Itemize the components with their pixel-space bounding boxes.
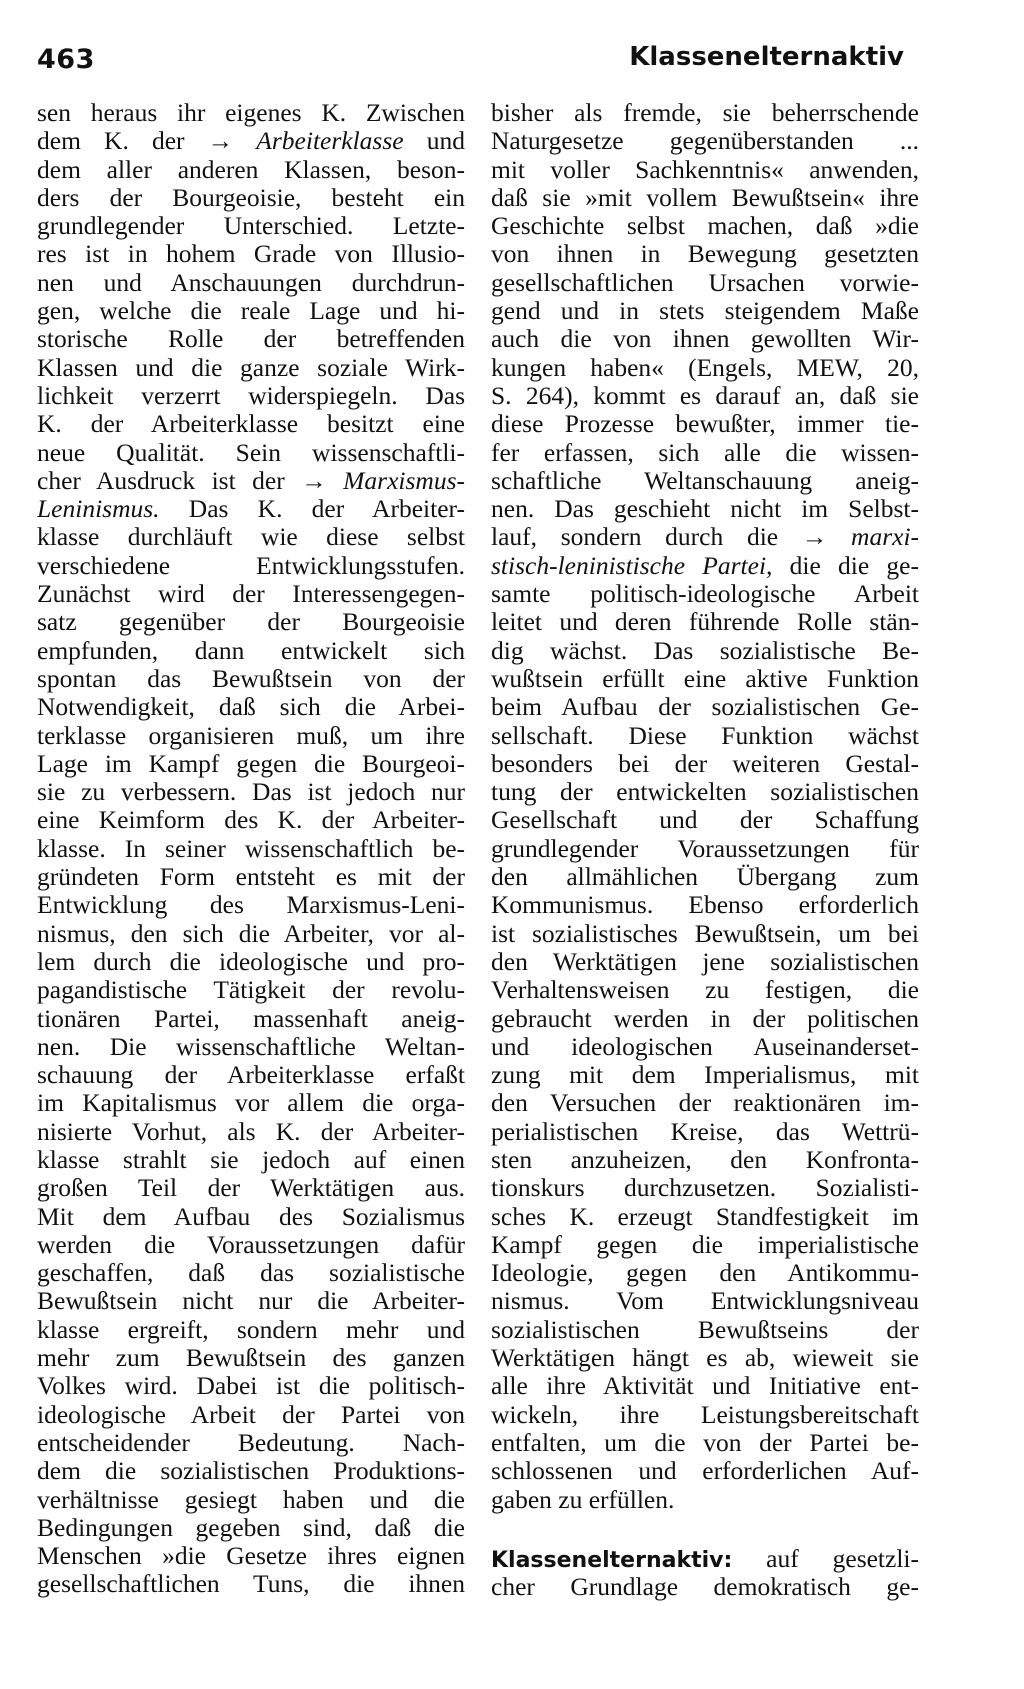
text-line: Gesellschaft und der Schaffung bbox=[491, 806, 919, 835]
text-line-paragraph-end: gaben zu erfüllen. bbox=[491, 1485, 675, 1514]
text-line: kungen haben« (Engels, MEW, 20, bbox=[491, 353, 919, 382]
text-line: nen. Die wissenschaftliche Weltan- bbox=[37, 1032, 465, 1061]
text-line: klasse strahlt sie jedoch auf einen bbox=[37, 1145, 465, 1174]
text-line: sellschaft. Diese Funktion wächst bbox=[491, 721, 919, 750]
text-line: klasse ergreift, sondern mehr und bbox=[37, 1315, 465, 1344]
text-line: klasse. In seiner wissenschaftlich be- bbox=[37, 834, 465, 863]
cross-reference-marxistisch-leninistische-partei[interactable]: marxi- bbox=[851, 523, 919, 552]
text-line: S. 264), kommt es darauf an, daß sie bbox=[491, 381, 919, 410]
text-line: den Werktätigen jene sozialistischen bbox=[491, 947, 919, 976]
cross-reference-arbeiterklasse[interactable]: Arbeiterklasse bbox=[256, 127, 404, 156]
text-line: und ideologischen Auseinanderset- bbox=[491, 1032, 919, 1061]
text-line: bisher als fremde, sie beherrschende bbox=[491, 99, 919, 127]
text-line: gesellschaftlichen Ursachen vorwie- bbox=[491, 268, 919, 297]
text-line: tionären Partei, massenhaft aneig- bbox=[37, 1004, 465, 1033]
text-line: Menschen »die Gesetze ihres eignen bbox=[37, 1542, 465, 1571]
text-line: Zunächst wird der Interessengegen- bbox=[37, 580, 465, 609]
dictionary-entry-line: cher Grundlage demokratisch ge- bbox=[491, 1573, 919, 1602]
text-line: lem durch die ideologische und pro- bbox=[37, 947, 465, 976]
text-line: samte politisch-ideologische Arbeit bbox=[491, 580, 919, 609]
right-column bbox=[491, 99, 919, 1601]
text-line: geschaffen, daß das sozialistische bbox=[37, 1259, 465, 1288]
text-line: verschiedene Entwicklungsstufen. bbox=[37, 551, 465, 580]
text-line-with-reference: cher Ausdruck ist der → Marxismus- bbox=[37, 466, 465, 495]
text-line: Verhaltensweisen zu festigen, die bbox=[491, 976, 919, 1005]
text-line: Geschichte selbst machen, daß »die bbox=[491, 212, 919, 241]
entry-separator bbox=[491, 1514, 919, 1545]
text-line: Entwicklung des Marxismus-Leni- bbox=[37, 891, 465, 920]
text-line: Lage im Kampf gegen die Bourgeoi- bbox=[37, 749, 465, 778]
text-line: entscheidender Bedeutung. Nach- bbox=[37, 1428, 465, 1457]
text-line: den allmählichen Übergang zum bbox=[491, 863, 919, 892]
text-line-with-reference: lauf, sondern durch die → marxi- bbox=[491, 523, 919, 552]
text-line: entfalten, um die von der Partei be- bbox=[491, 1428, 919, 1457]
text-line: sen heraus ihr eigenes K. Zwischen bbox=[37, 99, 465, 127]
text-line: nismus, den sich die Arbeiter, vor al- bbox=[37, 919, 465, 948]
text-line: gründeten Form entsteht es mit der bbox=[37, 863, 465, 892]
text-line: dig wächst. Das sozialistische Be- bbox=[491, 636, 919, 665]
text-line: pagandistische Tätigkeit der revolu- bbox=[37, 976, 465, 1005]
text-line-with-reference: Leninismus. Das K. der Arbeiter- bbox=[37, 495, 465, 524]
entry-definition-start: auf gesetzli- bbox=[732, 1544, 919, 1573]
text-line: zung mit dem Imperialismus, mit bbox=[491, 1061, 919, 1090]
text-line: gend und in stets steigendem Maße bbox=[491, 297, 919, 326]
text-line: spontan das Bewußtsein von der bbox=[37, 664, 465, 693]
text-line: besonders bei der weiteren Gestal- bbox=[491, 749, 919, 778]
left-column bbox=[37, 99, 465, 1599]
text-line: schaftliche Weltanschauung aneig- bbox=[491, 466, 919, 495]
text-line: grundlegender Voraussetzungen für bbox=[491, 834, 919, 863]
text-line: gesellschaftlichen Tuns, die ihnen bbox=[37, 1570, 465, 1599]
text-line: ideologische Arbeit der Partei von bbox=[37, 1400, 465, 1429]
text-line: neue Qualität. Sein wissenschaftli- bbox=[37, 438, 465, 467]
cross-reference-arrow-icon: → bbox=[801, 523, 828, 552]
text-line: tionskurs durchzusetzen. Sozialisti- bbox=[491, 1174, 919, 1203]
line-segment: dem K. der bbox=[37, 127, 208, 156]
text-line: fer erfassen, sich alle die wissen- bbox=[491, 438, 919, 467]
text-line: den Versuchen der reaktionären im- bbox=[491, 1089, 919, 1118]
text-line: von ihnen in Bewegung gesetzten bbox=[491, 240, 919, 269]
cross-reference-marxistisch-leninistische-partei-cont[interactable]: stisch-leninistische Partei, bbox=[491, 551, 773, 580]
text-line: Naturgesetze gegenüberstanden ... bbox=[491, 127, 919, 156]
text-line: Werktätigen hängt es ab, wieweit sie bbox=[491, 1344, 919, 1373]
text-line: perialistischen Kreise, das Wettrü- bbox=[491, 1117, 919, 1146]
text-line: mehr zum Bewußtsein des ganzen bbox=[37, 1344, 465, 1373]
text-line: eine Keimform des K. der Arbeiter- bbox=[37, 806, 465, 835]
text-line: Bewußtsein nicht nur die Arbeiter- bbox=[37, 1287, 465, 1316]
text-line: Mit dem Aufbau des Sozialismus bbox=[37, 1202, 465, 1231]
text-line: Kampf gegen die imperialistische bbox=[491, 1230, 919, 1259]
text-line: nen und Anschauungen durchdrun- bbox=[37, 268, 465, 297]
text-line: ist sozialistisches Bewußtsein, um bei bbox=[491, 919, 919, 948]
text-line: diese Prozesse bewußter, immer tie- bbox=[491, 410, 919, 439]
cross-reference-marxismus-leninismus[interactable]: Marxismus- bbox=[343, 466, 465, 495]
text-line: terklasse organisieren muß, um ihre bbox=[37, 721, 465, 750]
page-number: 463 bbox=[37, 44, 95, 75]
text-line: Volkes wird. Dabei ist die politisch- bbox=[37, 1372, 465, 1401]
text-line-with-reference: dem K. der → Arbeiterklasse und bbox=[37, 127, 465, 156]
text-line: Kommunismus. Ebenso erforderlich bbox=[491, 891, 919, 920]
cross-reference-arrow-icon: → bbox=[301, 466, 327, 495]
text-line: sie zu verbessern. Das ist jedoch nur bbox=[37, 778, 465, 807]
text-line: schlossenen und erforderlichen Auf- bbox=[491, 1457, 919, 1486]
text-line: ders der Bourgeoisie, besteht ein bbox=[37, 183, 465, 212]
text-line: K. der Arbeiterklasse besitzt eine bbox=[37, 410, 465, 439]
text-line: im Kapitalismus vor allem die orga- bbox=[37, 1089, 465, 1118]
text-line: satz gegenüber der Bourgeoisie bbox=[37, 608, 465, 637]
text-line-with-reference: stisch-leninistische Partei, die die ge- bbox=[491, 551, 919, 580]
text-line: dem die sozialistischen Produktions- bbox=[37, 1457, 465, 1486]
text-line: Ideologie, gegen den Antikommu- bbox=[491, 1259, 919, 1288]
text-line: auch die von ihnen gewollten Wir- bbox=[491, 325, 919, 354]
text-line: verhältnisse gesiegt haben und die bbox=[37, 1485, 465, 1514]
text-line: sten anzuheizen, den Konfronta- bbox=[491, 1145, 919, 1174]
text-line: alle ihre Aktivität und Initiative ent- bbox=[491, 1372, 919, 1401]
text-line: gebraucht werden in der politischen bbox=[491, 1004, 919, 1033]
text-line: großen Teil der Werktätigen aus. bbox=[37, 1174, 465, 1203]
text-line: Klassen und die ganze soziale Wirk- bbox=[37, 353, 465, 382]
text-line: wickeln, ihre Leistungsbereitschaft bbox=[491, 1400, 919, 1429]
text-line: dem aller anderen Klassen, beson- bbox=[37, 155, 465, 184]
text-line: wußtsein erfüllt eine aktive Funktion bbox=[491, 664, 919, 693]
text-line: nisierte Vorhut, als K. der Arbeiter- bbox=[37, 1117, 465, 1146]
text-line: mit voller Sachkenntnis« anwenden, bbox=[491, 155, 919, 184]
text-line: daß sie »mit vollem Bewußtsein« ihre bbox=[491, 183, 919, 212]
text-line: gen, welche die reale Lage und hi- bbox=[37, 297, 465, 326]
text-line: sozialistischen Bewußtseins der bbox=[491, 1315, 919, 1344]
text-line: lichkeit verzerrt widerspiegeln. Das bbox=[37, 381, 465, 410]
text-line: werden die Voraussetzungen dafür bbox=[37, 1230, 465, 1259]
text-line: empfunden, dann entwickelt sich bbox=[37, 636, 465, 665]
text-line: klasse durchläuft wie diese selbst bbox=[37, 523, 465, 552]
text-line: res ist in hohem Grade von Illusio- bbox=[37, 240, 465, 269]
cross-reference-arrow-icon: → bbox=[207, 127, 234, 156]
text-line: beim Aufbau der sozialistischen Ge- bbox=[491, 693, 919, 722]
text-line: sches K. erzeugt Standfestigkeit im bbox=[491, 1202, 919, 1231]
text-line: Notwendigkeit, daß sich die Arbei- bbox=[37, 693, 465, 722]
running-head-title: Klassenelternaktiv bbox=[629, 42, 904, 72]
text-line: storische Rolle der betreffenden bbox=[37, 325, 465, 354]
text-line: nen. Das geschieht nicht im Selbst- bbox=[491, 495, 919, 524]
entry-headword: Klassenelternaktiv: bbox=[491, 1547, 733, 1573]
cross-reference-marxismus-leninismus-cont[interactable]: Leninismus. bbox=[37, 495, 160, 524]
text-line: grundlegender Unterschied. Letzte- bbox=[37, 212, 465, 241]
text-line: tung der entwickelten sozialistischen bbox=[491, 778, 919, 807]
text-line: Bedingungen gegeben sind, daß die bbox=[37, 1513, 465, 1542]
text-line: leitet und deren führende Rolle stän- bbox=[491, 608, 919, 637]
text-line: schauung der Arbeiterklasse erfaßt bbox=[37, 1061, 465, 1090]
dictionary-entry-first-line bbox=[491, 1545, 919, 1573]
text-line: nismus. Vom Entwicklungsniveau bbox=[491, 1287, 919, 1316]
